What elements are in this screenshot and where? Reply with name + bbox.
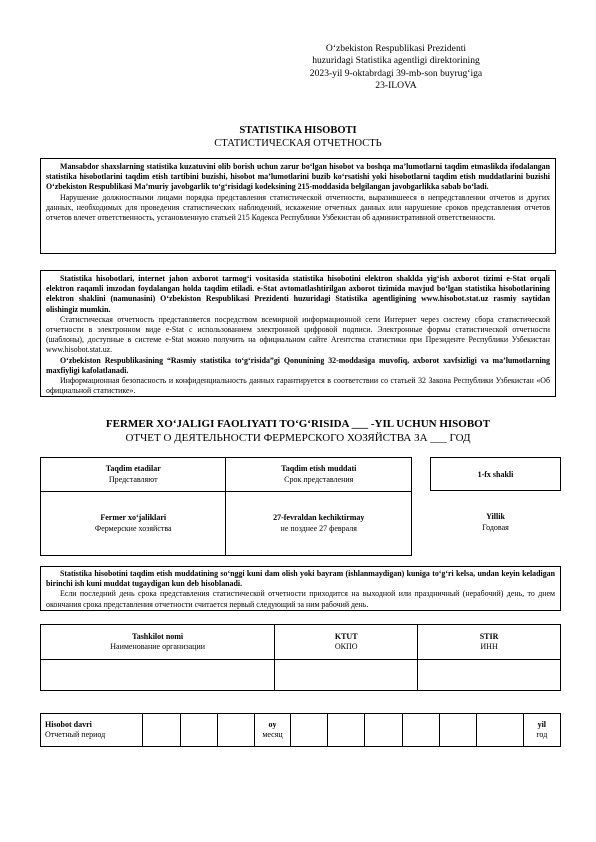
month-label-uz: oy — [268, 719, 277, 729]
period-cell[interactable] — [476, 714, 523, 747]
org-name-input[interactable] — [41, 660, 275, 691]
form-name-box — [430, 457, 561, 491]
period-cell[interactable] — [143, 714, 180, 747]
submitter-header-ru: Представляют — [108, 474, 158, 484]
stir-header-uz: STIR — [479, 631, 499, 641]
header-line-3: 2023-yil 9-oktabrdagi 39-mb-son buyrug‘iga — [309, 67, 483, 79]
report-title-uz: FERMER XO‘JALIGI FAOLIYATI TO‘G‘RISIDA ___ -YIL UCHUN HISOBOT — [105, 418, 491, 430]
periodicity-ru: Годовая — [482, 522, 509, 532]
reporting-period-label — [41, 714, 143, 747]
period-cell[interactable] — [365, 714, 402, 747]
month-label-ru: месяц — [262, 730, 283, 739]
deadline-value — [226, 492, 412, 556]
deadline-header — [226, 458, 412, 492]
periodicity-uz: Yillik — [486, 512, 505, 521]
security-notice-ru: Информационная безопасность и конфиденциальность данных гарантируется в соответствии со статьей 32 Закона Республики Узбекистан «Об официальной статистике». — [46, 376, 550, 396]
ktut-header-uz: KTUT — [334, 631, 358, 641]
stir-header — [418, 625, 561, 660]
header-line-1: O‘zbekiston Respublikasi Prezidenti — [325, 43, 467, 54]
deadline-note — [40, 566, 561, 611]
deadline-note-ru: Если последний день срока представления статистической отчетности приходится на выходной или праздничный (нерабочий) день, то днем окончания срока представления отчетности считается первый следующий за ним рабочий день. — [46, 589, 555, 609]
month-label — [254, 714, 291, 747]
org-name-header — [41, 625, 275, 660]
period-cell[interactable] — [328, 714, 365, 747]
submitter-header — [41, 458, 226, 492]
period-cell[interactable] — [402, 714, 439, 747]
estat-notice — [40, 270, 556, 397]
stir-input[interactable] — [418, 660, 561, 691]
ktut-header — [275, 625, 418, 660]
org-name-header-ru: Наименование организации — [110, 642, 206, 651]
period-cell[interactable] — [217, 714, 254, 747]
period-cell[interactable] — [291, 714, 328, 747]
deadline-value-ru: не позднее 27 февраля — [280, 523, 357, 533]
submitter-value-uz: Fermer xo‘jaliklari — [100, 513, 167, 522]
submitter-value-ru: Фермерские хозяйства — [94, 523, 172, 533]
deadline-note-uz: Statistika hisobotini taqdim etish muddatining so‘nggi kuni dam olish yoki bayram (ishlanmaydigan) kuniga to‘g‘ri kelsa, undan keyin keladigan birinchi ish kuni muddat tugaydigan kun deb hisoblanadi. — [46, 569, 555, 589]
period-cell[interactable] — [180, 714, 217, 747]
liability-notice-uz: Mansabdor shaxslarning statistika kuzatuvini olib borish uchun zarur bo‘lgan hisobot va boshqa ma’lumotlarni taqdim etmaslikda ifodalangan statistika hisobotlarini taqdim etish tartibini buzishi, hisobot ma’lumotlarini buzib ko‘rsatishi yoki hisobotlarni taqdim etish muddatlarini buzishi O‘zbekiston Respublikasi Ma’muriy javobgarlik to‘g‘risidagi kodeksining 215-moddasida belgilangan javobgarlikka sabab bo‘ladi. — [46, 162, 550, 192]
header-line-2: huzuridagi Statistika agentligi direktorining — [312, 55, 480, 67]
org-name-header-uz: Tashkilot nomi — [132, 631, 184, 641]
form-name: 1-fx shakli — [477, 469, 514, 479]
ktut-header-ru: ОКПО — [334, 642, 358, 651]
liability-notice — [40, 158, 556, 254]
report-title-ru: ОТЧЕТ О ДЕЯТЕЛЬНОСТИ ФЕРМЕРСКОГО ХОЗЯЙСТВА ЗА ___ ГОД — [125, 432, 471, 444]
stir-header-ru: ИНН — [480, 642, 498, 651]
reporting-period-table — [40, 713, 561, 747]
organization-table — [40, 624, 561, 691]
header-line-4: 23-ILOVA — [375, 80, 417, 92]
year-label-ru: год — [536, 730, 548, 739]
estat-notice-ru: Статистическая отчетность представляется посредством всемирной информационной сети Интернет через систему сбора статистической отчетности в электронном виде e-Stat с использованием электронной цифровой подписи. Электронные формы статистической отчетности (шаблоны), доступные в системе e-Stat можно получить на официальном сайте Агентства статистики при Президенте Республики Узбекистан www.hisobot.stat.uz. — [46, 314, 550, 355]
submitter-value — [41, 492, 226, 556]
deadline-header-ru: Срок представления — [284, 474, 354, 484]
year-label — [523, 714, 560, 747]
deadline-value-uz: 27-fevraldan kechiktirmay — [273, 513, 365, 522]
ktut-input[interactable] — [275, 660, 418, 691]
year-label-uz: yil — [537, 719, 547, 729]
period-cell[interactable] — [439, 714, 476, 747]
title-ru: СТАТИСТИЧЕСКАЯ ОТЧЕТНОСТЬ — [214, 138, 382, 149]
estat-notice-uz: Statistika hisobotlari, internet jahon axborot tarmog‘i vositasida statistika hisobotini elektron shaklda yig‘ish axborot tizimi e-Stat orqali elektron raqamli imzodan foydalangan holda taqdim etiladi. e-Stat avtomatlashtirilgan axborot tizimida mavjud bo‘lgan statistika hisobotlarining elektron shaklini (namunasini) O‘zbekiston Respublikasi Prezidenti huzuridagi Statistika agentligining www.hisobot.stat.uz rasmiy saytidan olishingiz mumkin. — [46, 274, 550, 314]
reporting-period-label-uz: Hisobot davri — [45, 719, 92, 729]
submitter-header-uz: Taqdim etadilar — [105, 464, 161, 473]
security-notice-uz: O‘zbekiston Respublikasining “Rasmiy statistika to‘g‘risida”gi Qonunining 32-moddasiga muvofiq, axborot xavfsizligi va ma’lumotlarning maxfiyligi kafolatlanadi. — [46, 355, 550, 375]
liability-notice-ru: Нарушение должностными лицами порядка представления статистической отчетности, выразившееся в непредставлении отчетов и других данных, необходимых для проведения статистических наблюдений, искажение отчетных данных или нарушение сроков представления отчетов отчетов влечет ответственность, установленную статьей 215 Кодекса Республики Узбекистан об административной ответственности. — [46, 192, 550, 223]
deadline-header-uz: Taqdim etish muddati — [281, 464, 357, 473]
submission-table — [40, 457, 412, 556]
approval-header — [271, 43, 521, 93]
reporting-period-label-ru: Отчетный период — [45, 730, 106, 739]
periodicity — [430, 512, 561, 533]
title-uz: STATISTIKA HISOBOTI — [239, 125, 357, 136]
